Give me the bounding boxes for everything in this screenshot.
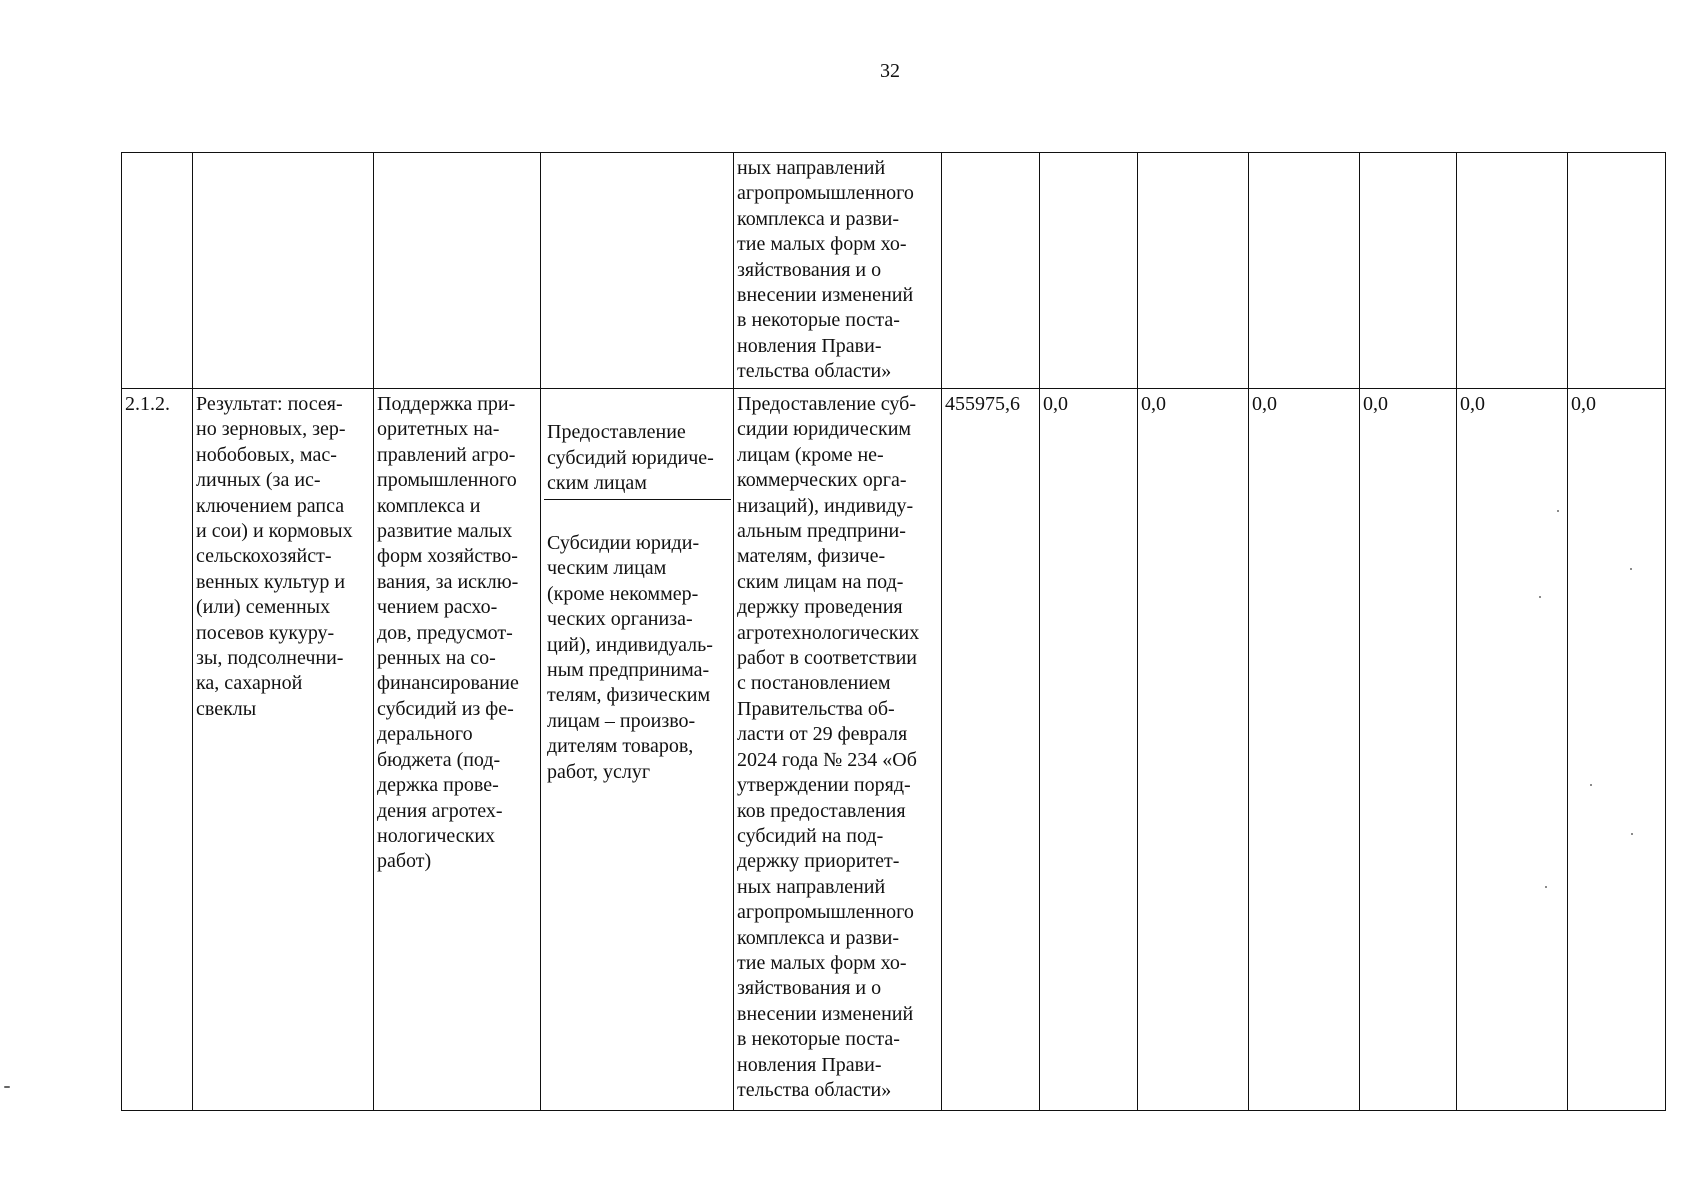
scan-speck — [1539, 596, 1541, 598]
cell-value-empty — [1457, 153, 1568, 389]
cell-item-number: 2.1.2. — [122, 389, 193, 1111]
scan-speck — [4, 1086, 10, 1088]
cell-value: 0,0 — [1040, 389, 1138, 1111]
cell-legal-basis: Предоставление суб- сидии юридическим лицам (кроме не- коммерческих орга- низаций), индивиду- альным предприни- мателям, физиче- ским лицам на под- держку проведения агротехнологических работ в соответствии с постановлением Правительства об- ласти от 29 февраля 2024 года № 234 «Об утверждении поряд- ков предоставления субсидий на под- держку приоритет- ных направлений агропромышленного комплекса и разви- тие малых форм хо- зяйствования и о внесении изменений в некоторые поста- новления Прави- тельства области» — [734, 389, 942, 1111]
cell-value: 0,0 — [1360, 389, 1457, 1111]
cell-measure-empty — [374, 153, 541, 389]
cell-result: Результат: посея- но зерновых, зер- нобобовых, мас- личных (за ис- ключением рапса и сои) и кормовых сельскохозяйст- венных культур и (или) семенных посевов кукуру- зы, подсолнечни- ка, сахарной свеклы — [193, 389, 374, 1111]
cell-value: 0,0 — [1568, 389, 1666, 1111]
cell-value-total: 455975,6 — [942, 389, 1040, 1111]
mechanism-detail: Субсидии юриди- ческим лицам (кроме некоммер- ческих организа- ций), индивидуаль- ным предпринима- телям, физическим лицам – произво- дителям товаров, работ, услуг — [547, 532, 713, 783]
cell-value-empty — [1568, 153, 1666, 389]
mechanism-title: Предоставление субсидий юридиче- ским лицам — [544, 417, 731, 499]
cell-measure: Поддержка при- оритетных на- правлений агро- промышленного комплекса и развитие малых форм хозяйство- вания, за исклю- чением расхо- дов, предусмот- ренных на со- финансирование субсидий из фе- дерального бюджета (под- держка прове- дения агротех- нологических работ) — [374, 389, 541, 1111]
cell-value: 0,0 — [1138, 389, 1249, 1111]
scan-speck — [1557, 510, 1559, 512]
cell-legal-basis-continuation: ных направлений агропромышленного комплекса и разви- тие малых форм хо- зяйствования и о внесении изменений в некоторые поста- новления Прави- тельства области» — [734, 153, 942, 389]
cell-mechanism-empty — [541, 153, 734, 389]
scan-speck — [1590, 784, 1592, 786]
scan-speck — [1630, 568, 1632, 570]
cell-value: 0,0 — [1249, 389, 1360, 1111]
cell-value-empty — [1249, 153, 1360, 389]
cell-result-empty — [193, 153, 374, 389]
scan-speck — [1631, 833, 1633, 835]
cell-value-empty — [1138, 153, 1249, 389]
cell-value-empty — [942, 153, 1040, 389]
table-row-2-1-2 — [122, 389, 1666, 1111]
cell-value: 0,0 — [1457, 389, 1568, 1111]
program-table — [121, 152, 1666, 1111]
cell-number-empty — [122, 153, 193, 389]
cell-mechanism — [541, 389, 734, 1111]
cell-value-empty — [1360, 153, 1457, 389]
scan-speck — [1545, 886, 1547, 888]
cell-value-empty — [1040, 153, 1138, 389]
page-number: 32 — [880, 60, 900, 82]
table-row-continuation — [122, 153, 1666, 389]
